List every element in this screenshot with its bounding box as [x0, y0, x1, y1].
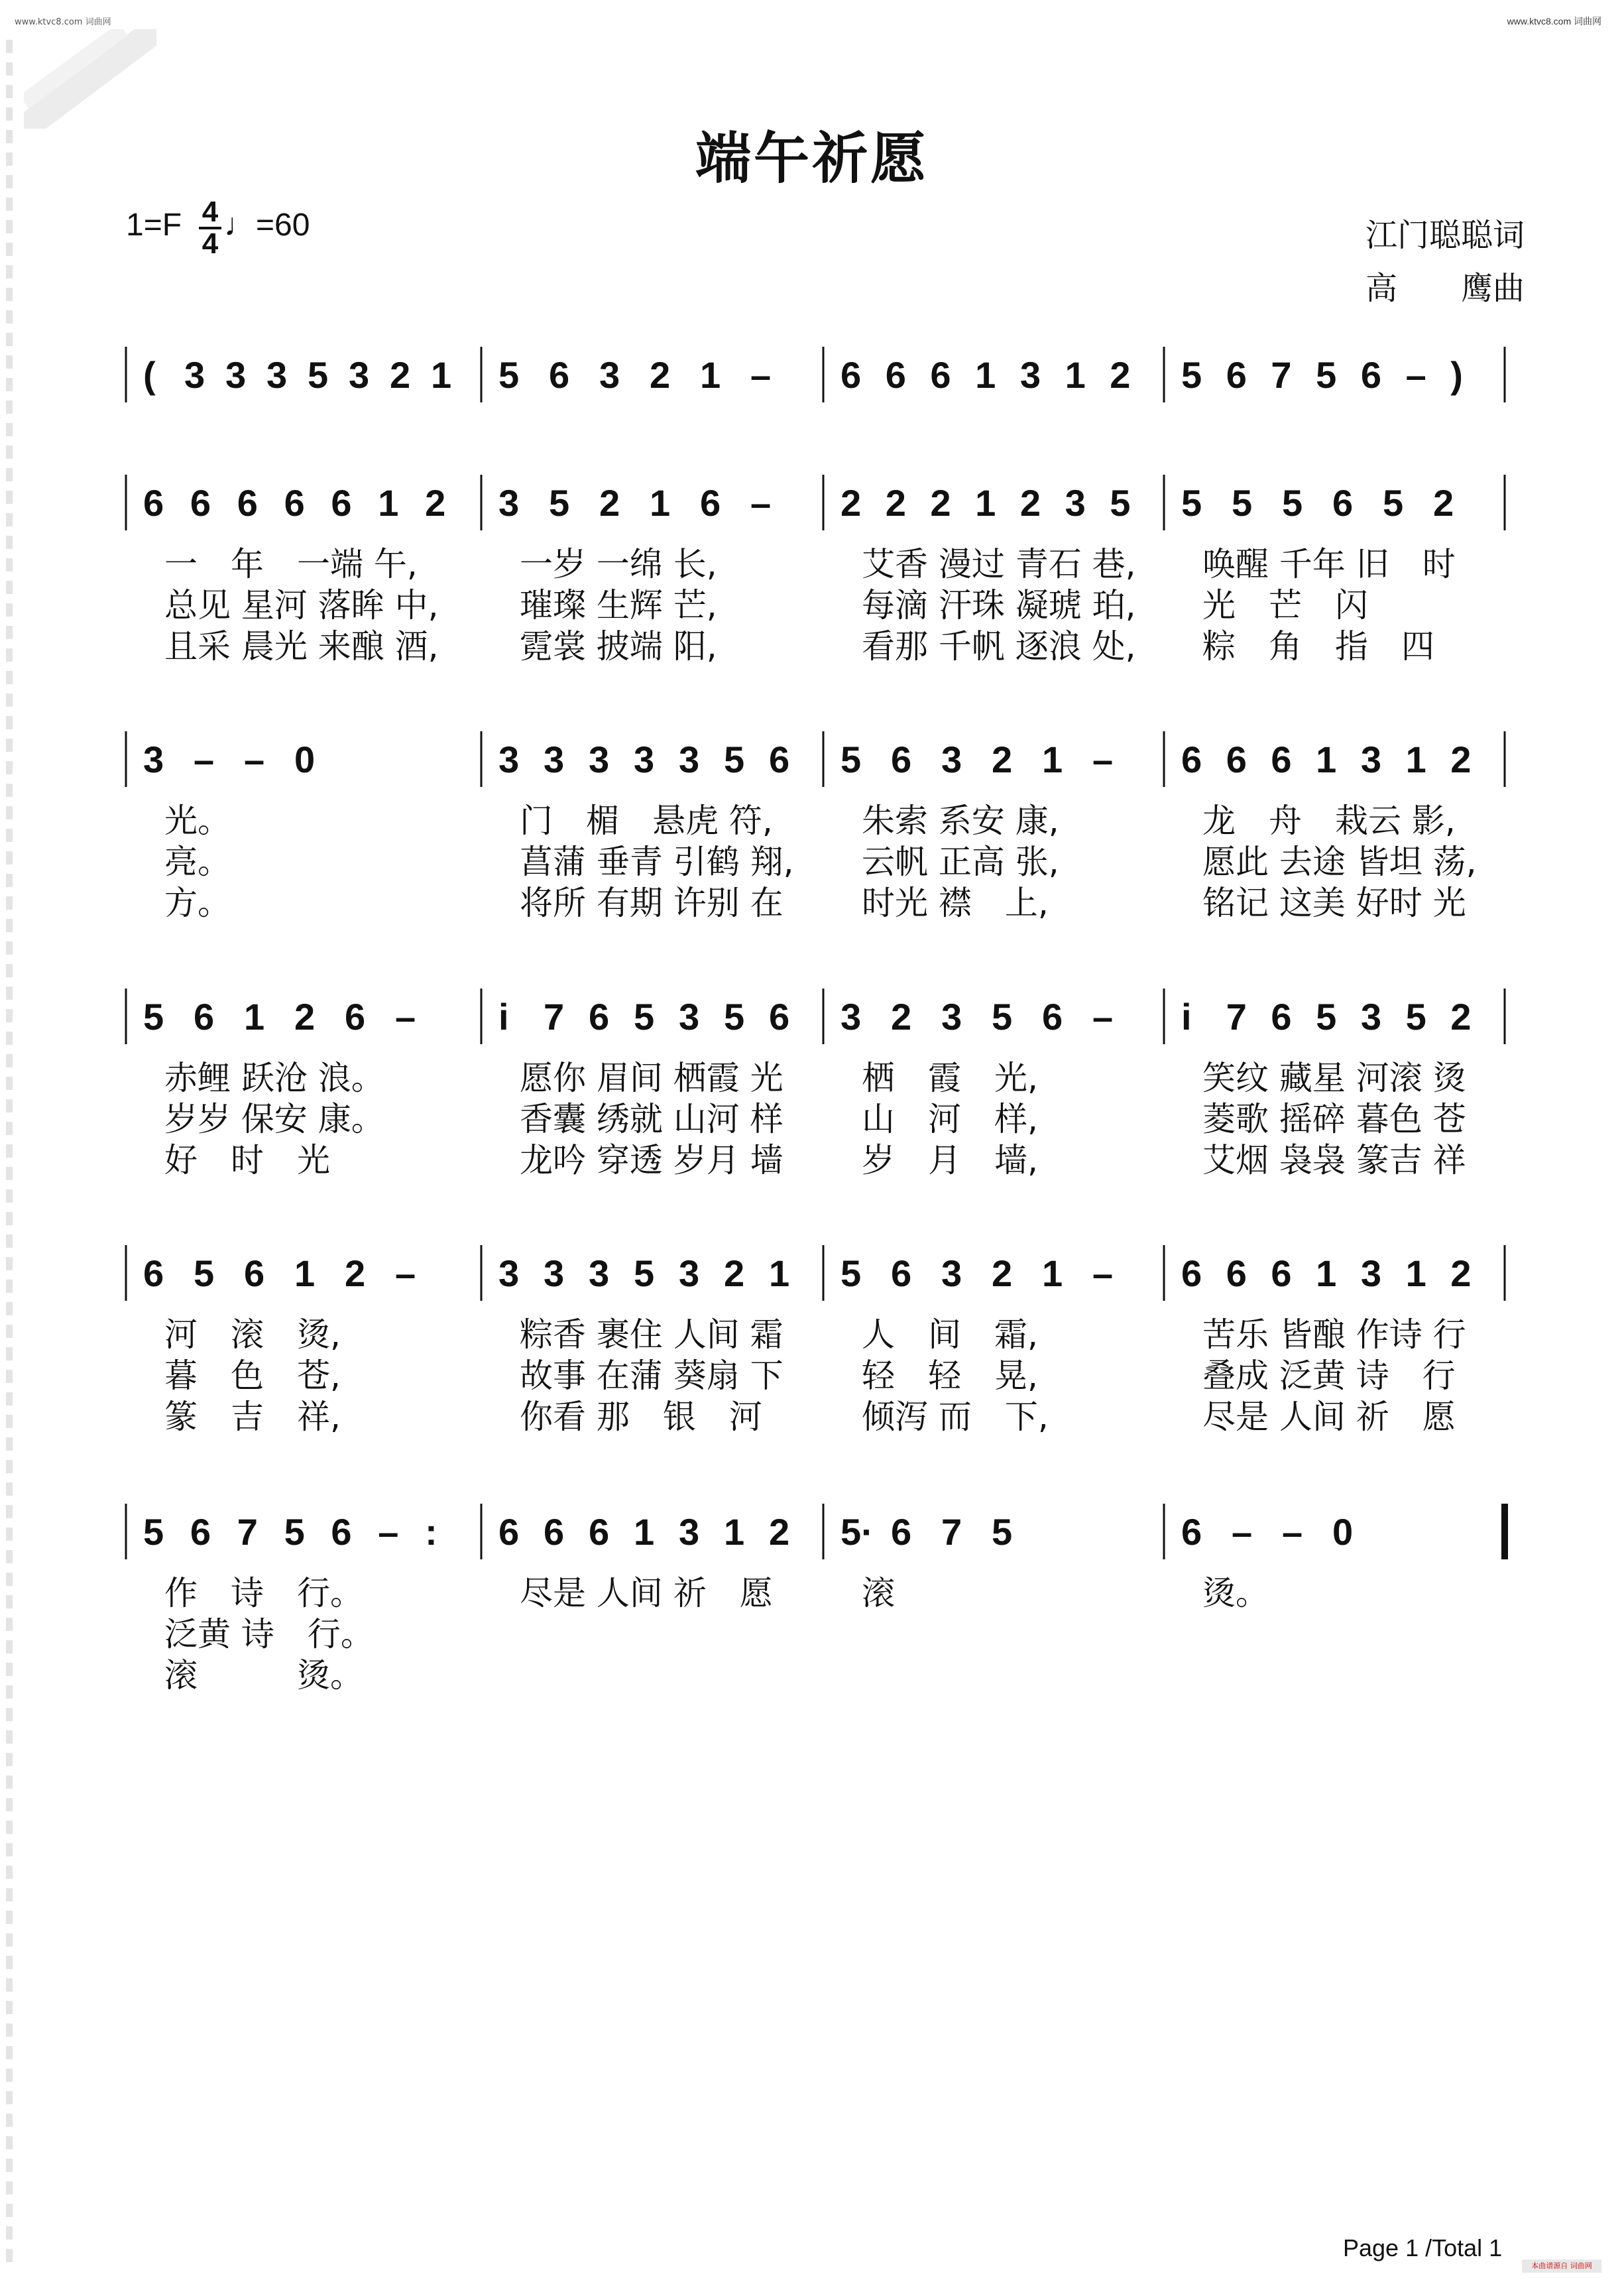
- note: 1: [634, 1511, 655, 1553]
- lyric-line: 亮。: [164, 843, 231, 881]
- note: 6: [331, 482, 352, 524]
- time-signature-top: 4: [202, 196, 219, 228]
- note: 6: [769, 739, 790, 780]
- lyric-line: 山 河 样,: [862, 1100, 1038, 1138]
- measure: [143, 354, 451, 396]
- note: 2: [425, 482, 446, 524]
- note: 6: [244, 1252, 265, 1294]
- page-number: Page 1 /Total 1: [1343, 2234, 1503, 2261]
- note: 5·: [841, 1511, 874, 1553]
- measure: [143, 996, 416, 1038]
- note: 7: [941, 1511, 962, 1553]
- lyric-line: 倾泻 而 下,: [862, 1398, 1049, 1436]
- measure: [143, 482, 445, 524]
- note: 6: [544, 1511, 565, 1553]
- note: 1: [1405, 1252, 1426, 1294]
- note: 3: [679, 1252, 700, 1294]
- lyricist-credit: 江门聪聪词: [1365, 217, 1525, 254]
- lyric-line: 滚 烫。: [164, 1656, 363, 1695]
- lyric-line: 门 楣 悬虎 符,: [520, 802, 773, 840]
- note: 2: [390, 354, 411, 396]
- lyric-line: 璀璨 生辉 芒,: [520, 586, 717, 625]
- lyric-line: 河 滚 烫,: [164, 1315, 341, 1354]
- lyric-line: 方。: [164, 884, 231, 922]
- lyric-line: 总见 星河 落眸 中,: [164, 586, 439, 625]
- lyric-line: 人 间 霜,: [862, 1315, 1038, 1354]
- note: 6: [885, 354, 906, 396]
- lyric-line: 霓裳 披端 阳,: [520, 627, 717, 666]
- note: 3: [1360, 739, 1382, 780]
- note: 1: [769, 1252, 790, 1294]
- lyric-line: 滚: [862, 1574, 895, 1612]
- note: 5: [498, 354, 520, 396]
- site-url-right: www.ktvc8.com 词曲网: [1507, 16, 1601, 27]
- lyric-line: 朱索 系安 康,: [862, 802, 1059, 840]
- note: 6: [1332, 482, 1354, 524]
- lyric-line: 轻 轻 晃,: [862, 1356, 1038, 1395]
- lyric-line: 笑纹 藏星 河滚 烫: [1202, 1059, 1466, 1097]
- note: 3: [184, 354, 205, 396]
- note: 3: [679, 996, 700, 1038]
- lyric-line: 唤醒 千年 旧 时: [1202, 545, 1456, 583]
- staff-system: [126, 347, 1505, 402]
- note: 3: [498, 739, 520, 780]
- measure: [841, 1252, 1113, 1294]
- note: 3: [498, 482, 520, 524]
- note: 3: [1019, 354, 1041, 396]
- lyric-line: 苦乐 皆酿 作诗 行: [1202, 1315, 1466, 1354]
- note: 6: [769, 996, 790, 1038]
- lyric-line: 愿你 眉间 栖霞 光: [520, 1059, 783, 1097]
- lyric-line: 将所 有期 许别 在: [520, 884, 783, 922]
- note: 3: [679, 739, 700, 780]
- note: 1: [1042, 739, 1063, 780]
- measure: [1181, 354, 1463, 396]
- note: 6: [498, 1511, 520, 1553]
- lyric-line: 光 芒 闪: [1202, 586, 1368, 625]
- tempo-value: =60: [256, 208, 310, 243]
- note: 5: [284, 1511, 305, 1553]
- note: 3: [599, 354, 620, 396]
- note: 1: [244, 996, 265, 1038]
- lyric-line: 尽是 人间 祈 愿: [1202, 1398, 1456, 1436]
- measure: [498, 482, 771, 524]
- lyric-line: 岁 月 墙,: [862, 1141, 1038, 1179]
- lyric-line: 你看 那 银 河: [520, 1398, 762, 1436]
- note: 1: [1042, 1252, 1063, 1294]
- note: 2: [891, 996, 912, 1038]
- note: 3: [1065, 482, 1086, 524]
- lyric-line: 作 诗 行。: [164, 1574, 363, 1612]
- note: 5: [992, 1511, 1013, 1553]
- measure: [1181, 739, 1471, 780]
- lyric-line: 香囊 绣就 山河 样: [520, 1100, 783, 1138]
- note: –: [244, 739, 265, 780]
- note: 6: [1226, 739, 1247, 780]
- note: 1: [975, 354, 996, 396]
- note: 3: [841, 996, 862, 1038]
- note: 6: [1181, 739, 1202, 780]
- note: 6: [237, 482, 258, 524]
- note: 1: [700, 354, 721, 396]
- note: 1: [1405, 739, 1426, 780]
- note: 6: [143, 482, 164, 524]
- note: 6: [194, 996, 215, 1038]
- note: 2: [992, 739, 1013, 780]
- lyric-line: 好 时 光: [164, 1141, 330, 1179]
- note: 5: [143, 996, 164, 1038]
- note: –: [1405, 354, 1426, 396]
- lyric-line: 泛黄 诗 行。: [164, 1615, 374, 1654]
- lyric-line: 龙吟 穿透 岁月 墙: [520, 1141, 783, 1179]
- note: 2: [1433, 482, 1454, 524]
- note: –: [1282, 1511, 1303, 1553]
- key-signature: 1=F: [126, 208, 182, 243]
- note: 2: [1110, 354, 1131, 396]
- note: –: [1092, 739, 1114, 780]
- note: 6: [331, 1511, 352, 1553]
- note: 3: [679, 1511, 700, 1553]
- measure: [498, 1511, 789, 1553]
- note: 5: [992, 996, 1013, 1038]
- staff-system: [126, 1245, 1505, 1436]
- note: (: [143, 354, 156, 396]
- measure: [143, 739, 315, 780]
- measure: [841, 739, 1113, 780]
- site-logo-badge: 本曲谱源自 词曲网: [1522, 2259, 1601, 2273]
- note: 6: [190, 482, 211, 524]
- note: 3: [589, 739, 610, 780]
- measure: [1181, 1252, 1471, 1294]
- note: 2: [769, 1511, 790, 1553]
- note: 2: [930, 482, 951, 524]
- measure: [1181, 1511, 1353, 1553]
- note: 1: [650, 482, 671, 524]
- measure: [841, 482, 1130, 524]
- note: 6: [930, 354, 951, 396]
- note: 6: [143, 1252, 164, 1294]
- note: 3: [266, 354, 288, 396]
- lyric-line: 栖 霞 光,: [862, 1059, 1038, 1097]
- note: 3: [544, 739, 565, 780]
- note: 3: [1360, 1252, 1382, 1294]
- note: 5: [634, 1252, 655, 1294]
- note: 6: [1181, 1252, 1202, 1294]
- note: 6: [284, 482, 305, 524]
- lyric-line: 篆 吉 祥,: [164, 1398, 341, 1436]
- note: 5: [1316, 996, 1337, 1038]
- lyric-line: 一岁 一绵 长,: [520, 545, 717, 583]
- measure: [143, 1252, 416, 1294]
- note: 2: [599, 482, 620, 524]
- lyric-line: 烫。: [1202, 1574, 1269, 1612]
- note: ): [1450, 354, 1463, 396]
- note: 5: [308, 354, 329, 396]
- measure: [498, 996, 789, 1038]
- note: 1: [378, 482, 399, 524]
- staff-system: [126, 1504, 1505, 1695]
- note: 2: [345, 1252, 366, 1294]
- note: 5: [549, 482, 570, 524]
- note: 5: [1110, 482, 1131, 524]
- note: –: [1092, 1252, 1114, 1294]
- measure: [498, 739, 789, 780]
- note: –: [194, 739, 215, 780]
- note: 5: [143, 1511, 164, 1553]
- note: 6: [891, 1511, 912, 1553]
- note: 2: [650, 354, 671, 396]
- note: 7: [1226, 996, 1247, 1038]
- lyric-line: 暮 色 苍,: [164, 1356, 341, 1395]
- measure: [498, 354, 771, 396]
- lyric-line: 光。: [164, 802, 231, 840]
- note: 6: [1226, 1252, 1247, 1294]
- note: 6: [190, 1511, 211, 1553]
- note: 1: [1316, 739, 1337, 780]
- lyric-line: 菖蒲 垂青 引鹤 翔,: [520, 843, 794, 881]
- note: 1: [1065, 354, 1086, 396]
- note: 6: [1271, 996, 1292, 1038]
- measure: [841, 354, 1130, 396]
- note: 6: [700, 482, 721, 524]
- staff-system: [126, 731, 1505, 922]
- note: 1: [724, 1511, 745, 1553]
- note: 5: [1316, 354, 1337, 396]
- measure: [1181, 996, 1471, 1038]
- note: 3: [634, 739, 655, 780]
- note: 5: [194, 1252, 215, 1294]
- note: 3: [941, 996, 962, 1038]
- lyric-line: 粽香 裹住 人间 霜: [520, 1315, 783, 1354]
- staff-system: [126, 989, 1505, 1179]
- note: 5: [1282, 482, 1303, 524]
- staff-system: [126, 475, 1505, 666]
- note: –: [750, 354, 772, 396]
- note: 6: [1271, 739, 1292, 780]
- note: 3: [544, 1252, 565, 1294]
- time-signature-bottom: 4: [199, 227, 221, 259]
- note: 0: [294, 739, 316, 780]
- note: 2: [294, 996, 316, 1038]
- measure: [841, 996, 1113, 1038]
- note: 2: [724, 1252, 745, 1294]
- note: 3: [349, 354, 370, 396]
- note: 5: [841, 739, 862, 780]
- note: 5: [1383, 482, 1404, 524]
- note: 1: [975, 482, 996, 524]
- note: 6: [1226, 354, 1247, 396]
- note: 6: [549, 354, 570, 396]
- note: 1: [294, 1252, 316, 1294]
- lyric-line: 且采 晨光 来酿 酒,: [164, 627, 439, 666]
- measure: [143, 1511, 437, 1553]
- note: 3: [589, 1252, 610, 1294]
- note: 2: [992, 1252, 1013, 1294]
- note: –: [1092, 996, 1114, 1038]
- note: 7: [544, 996, 565, 1038]
- lyric-line: 故事 在蒲 葵扇 下: [520, 1356, 783, 1395]
- note: 2: [1450, 1252, 1472, 1294]
- note: 2: [1019, 482, 1041, 524]
- lyric-line: 艾烟 袅袅 篆吉 祥: [1202, 1141, 1466, 1179]
- note: 2: [1450, 739, 1472, 780]
- lyric-line: 叠成 泛黄 诗 行: [1202, 1356, 1456, 1395]
- note: 3: [941, 1252, 962, 1294]
- note: 6: [1360, 354, 1382, 396]
- note: 6: [891, 1252, 912, 1294]
- note: 5: [841, 1252, 862, 1294]
- note: 7: [1271, 354, 1292, 396]
- quarter-note-icon: ♩: [224, 208, 256, 243]
- note: –: [395, 1252, 416, 1294]
- note: 2: [1450, 996, 1472, 1038]
- note: –: [750, 482, 772, 524]
- note: 6: [1181, 1511, 1202, 1553]
- note: –: [378, 1511, 399, 1553]
- note: 7: [237, 1511, 258, 1553]
- note: 6: [589, 996, 610, 1038]
- note: 5: [724, 739, 745, 780]
- note: 3: [1360, 996, 1382, 1038]
- note: 5: [724, 996, 745, 1038]
- note: 3: [225, 354, 247, 396]
- note: 5: [1181, 354, 1202, 396]
- note: –: [1232, 1511, 1253, 1553]
- note: 5: [1232, 482, 1253, 524]
- lyric-line: 龙 舟 栽云 影,: [1202, 802, 1456, 840]
- lyric-line: 愿此 去途 皆坦 荡,: [1202, 843, 1477, 881]
- lyric-line: 看那 千帆 逐浪 处,: [862, 627, 1136, 666]
- note: 5: [634, 996, 655, 1038]
- note: 6: [345, 996, 366, 1038]
- note: 5: [1181, 482, 1202, 524]
- lyric-line: 艾香 漫过 青石 巷,: [862, 545, 1136, 583]
- lyric-line: 云帆 正高 张,: [862, 843, 1059, 881]
- lyric-line: 菱歌 摇碎 暮色 苍: [1202, 1100, 1466, 1138]
- lyric-line: 时光 襟 上,: [862, 884, 1049, 922]
- note: 6: [589, 1511, 610, 1553]
- note: 3: [143, 739, 164, 780]
- song-title: 端午祈愿: [695, 126, 929, 191]
- lyric-line: 岁岁 保安 康。: [164, 1100, 384, 1138]
- note: 3: [498, 1252, 520, 1294]
- note: –: [395, 996, 416, 1038]
- note: 6: [1042, 996, 1063, 1038]
- measure: [498, 1252, 789, 1294]
- note: 1: [1316, 1252, 1337, 1294]
- lyric-line: 每滴 汗珠 凝琥 珀,: [862, 586, 1136, 625]
- note: 6: [891, 739, 912, 780]
- note: i: [498, 996, 509, 1038]
- measure: [841, 1511, 1012, 1553]
- note: 0: [1332, 1511, 1354, 1553]
- lyric-line: 粽 角 指 四: [1202, 627, 1434, 666]
- measure: [1181, 482, 1454, 524]
- note: 2: [885, 482, 906, 524]
- note: 3: [941, 739, 962, 780]
- note: i: [1181, 996, 1192, 1038]
- lyric-line: 尽是 人间 祈 愿: [520, 1574, 773, 1612]
- note: 5: [1405, 996, 1426, 1038]
- lyric-line: 铭记 这美 好时 光: [1202, 884, 1466, 922]
- note: 6: [841, 354, 862, 396]
- site-url-left: www.ktvc8.com 词曲网: [15, 17, 111, 27]
- note: 2: [841, 482, 862, 524]
- composer-credit: 高 鹰曲: [1365, 270, 1525, 307]
- note: 1: [431, 354, 452, 396]
- lyric-line: 赤鲤 跃沧 浪。: [164, 1059, 384, 1097]
- note: :: [425, 1511, 437, 1553]
- note: 6: [1271, 1252, 1292, 1294]
- lyric-line: 一 年 一端 午,: [164, 545, 418, 583]
